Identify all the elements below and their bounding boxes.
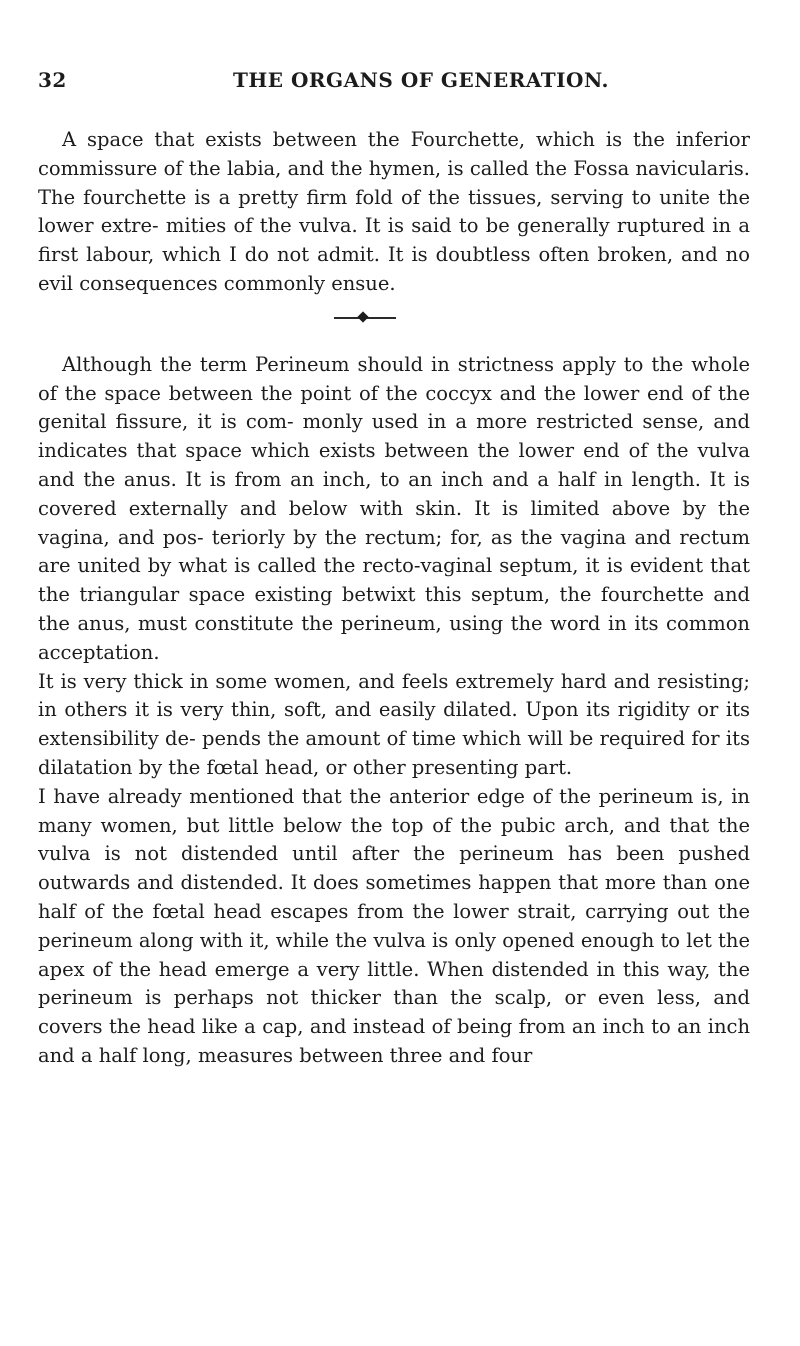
section-divider <box>38 299 750 351</box>
page-number: 32 <box>38 68 67 92</box>
running-head <box>38 68 750 104</box>
paragraph-perineum-thickness: It is very thick in some women, and feels extremely hard and resisting; in others it is very thin, soft, and easily dilated. Upon its rigidity or its extensibility de- pends the amount of time which will be required for its dilatation by the fœtal head, or other presenting part. <box>38 669 750 779</box>
paragraph-perineum-distension: I have already mentioned that the anterior edge of the perineum is, in many women, but little below the top of the pubic arch, and that the vulva is not distended until after the perineum has been pushed outwards and distended. It does sometimes happen that more than one half of the fœtal head escapes from the lower strait, carrying out the perineum along with it, while the vulva is only opened enough to let the apex of the head emerge a very little. When distended in this way, the perineum is perhaps not thicker than the scalp, or even less, and covers the head like a cap, and instead of being from an inch to an inch and a half long, measures between three and four <box>38 784 750 1067</box>
paragraph-perineum: Although the term Perineum should in strictness apply to the whole of the space between the point of the coccyx and the lower end of the genital fissure, it is com- monly used in a more restricted sense, and indicates that space which exists between the lower end of the vulva and the anus. It is from an inch, to an inch and a half in length. It is covered externally and below with skin. It is limited above by the vagina, and pos- teriorly by the rectum; for, as the vagina and rectum are united by what is called the recto-vaginal septum, it is evident that the triangular space existing betwixt this septum, the fourchette and the anus, must constitute the perineum, using the word in its common acceptation. <box>38 352 750 664</box>
running-title: THE ORGANS OF GENERATION. <box>233 68 609 92</box>
book-page <box>38 68 750 1071</box>
paragraph-fossa-navicularis: A space that exists between the Fourchette, which is the inferior commissure of the labia, and the hymen, is called the Fossa navicularis. The fourchette is a pretty firm fold of the tissues, serving to unite the lower extre- mities of the vulva. It is said to be generally ruptured in a first labour, which I do not admit. It is doubtless often broken, and no evil consequences commonly ensue. <box>38 128 750 295</box>
divider-ornament-icon <box>357 311 368 322</box>
